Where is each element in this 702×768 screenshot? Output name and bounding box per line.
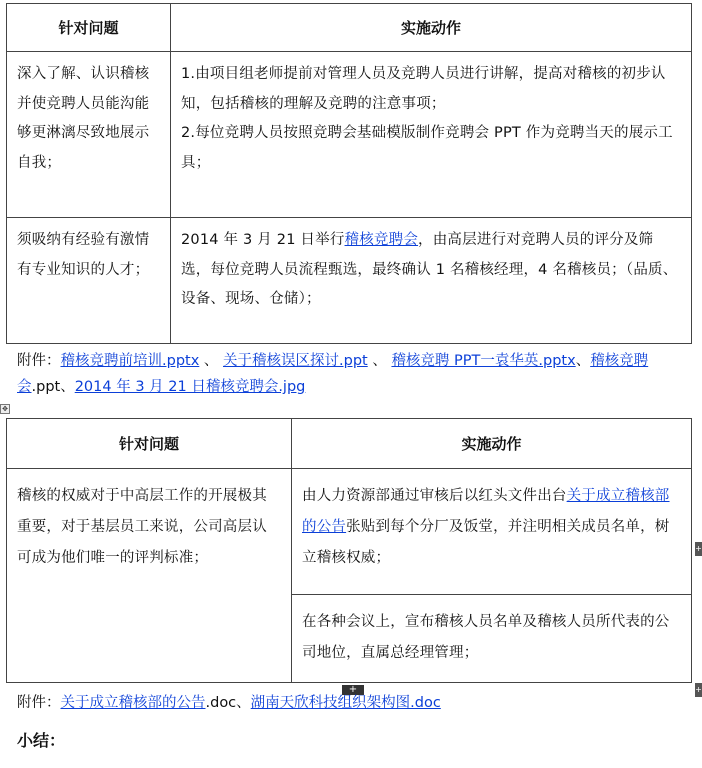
table1-row2-action-cell [171, 218, 692, 344]
table1-header-problem: 针对问题 [7, 4, 171, 52]
attachment-link-misconceptions[interactable]: 关于稽核误区探讨.ppt [223, 353, 368, 369]
table2-action1-pre: 由人力资源部通过审核后以红头文件出台 [302, 488, 567, 504]
summary-heading: 小结： [17, 731, 66, 750]
table1-row1-action-2: 2.每位竞聘人员按照竞聘会基础模版制作竞聘会 PPT 作为竞聘当天的展示工具； [181, 125, 673, 171]
attachment-link-competition-meeting[interactable]: 稽核竞聘会 [17, 353, 649, 395]
table2-action2: 在各种会议上，宣布稽核人员名单及稽核人员所代表的公司地位，直属总经理管理； [302, 614, 670, 661]
table-move-handle-icon[interactable]: ✥ [0, 404, 10, 414]
separator: 、 [575, 353, 591, 369]
table-row [7, 52, 692, 218]
table2-action1-post: 张贴到每个分厂及饭堂，并注明相关成员名单，树立稽核权威； [302, 519, 670, 566]
add-row-icon[interactable]: + [342, 685, 364, 695]
table2-header-problem: 针对问题 [7, 419, 292, 469]
table1-row1-action-cell [171, 52, 692, 218]
attachments-line-2 [17, 690, 687, 716]
table1-row2-problem: 须吸纳有经验有激情有专业知识的人才； [17, 232, 150, 278]
attachments-line-1 [17, 348, 687, 400]
separator: 、 [367, 353, 387, 369]
separator: 、 [199, 353, 219, 369]
table2-action2-cell [292, 595, 692, 683]
side-marker-icon: + [695, 683, 702, 697]
table1-row1-problem: 深入了解、认识稽核并使竞聘人员能沟能够更淋漓尽致地展示自我； [17, 66, 150, 171]
table-row [7, 218, 692, 344]
attachment-ext: .doc、 [205, 695, 251, 711]
attachment-link-competition-ppt[interactable]: 稽核竞聘 PPT一袁华英.pptx [391, 353, 576, 369]
table1-row2-action-pre: 2014 年 3 月 21 日举行 [181, 232, 345, 248]
attachment-link-training[interactable]: 稽核竞聘前培训.pptx [60, 353, 200, 369]
issues-table-2 [6, 418, 692, 683]
table2-problem: 稽核的权威对于中高层工作的开展极其重要，对于基层员工来说，公司高层认可成为他们唯一的评判标准； [17, 488, 267, 566]
hyperlink-establish-audit-dept[interactable]: 关于成立稽核部的公告 [302, 488, 670, 535]
attachments-label: 附件： [17, 695, 61, 711]
attachment-link-announcement[interactable]: 关于成立稽核部的公告 [60, 695, 206, 711]
table1-row1-action-1: 1.由项目组老师提前对管理人员及竞聘人员进行讲解，提高对稽核的初步认知，包括稽核的理解及竞聘的注意事项； [181, 66, 666, 112]
table1-row2-action-post: ，由高层进行对竞聘人员的评分及筛选，每位竞聘人员流程甄选，最终确认 1 名稽核经理，4 名稽核员；（品质、设备、现场、仓储）； [181, 232, 678, 307]
attachment-link-org-chart[interactable]: 湖南天欣科技组织架构图.doc [250, 695, 441, 711]
table2-action1-cell [292, 469, 692, 595]
hyperlink-audit-competition[interactable]: 稽核竞聘会 [344, 232, 419, 248]
side-marker-icon: + [695, 542, 702, 556]
table2-problem-cell [7, 469, 292, 683]
table1-row1-problem-cell [7, 52, 171, 218]
attachment-link-photo[interactable]: 2014 年 3 月 21 日稽核竞聘会.jpg [74, 379, 306, 395]
table1-header-action: 实施动作 [171, 4, 692, 52]
attachments-label: 附件： [17, 353, 61, 369]
table2-header-action: 实施动作 [292, 419, 692, 469]
attachment-ext: .ppt、 [31, 379, 75, 395]
table-row [7, 469, 692, 595]
issues-table-1 [6, 3, 692, 344]
table1-row2-problem-cell [7, 218, 171, 344]
